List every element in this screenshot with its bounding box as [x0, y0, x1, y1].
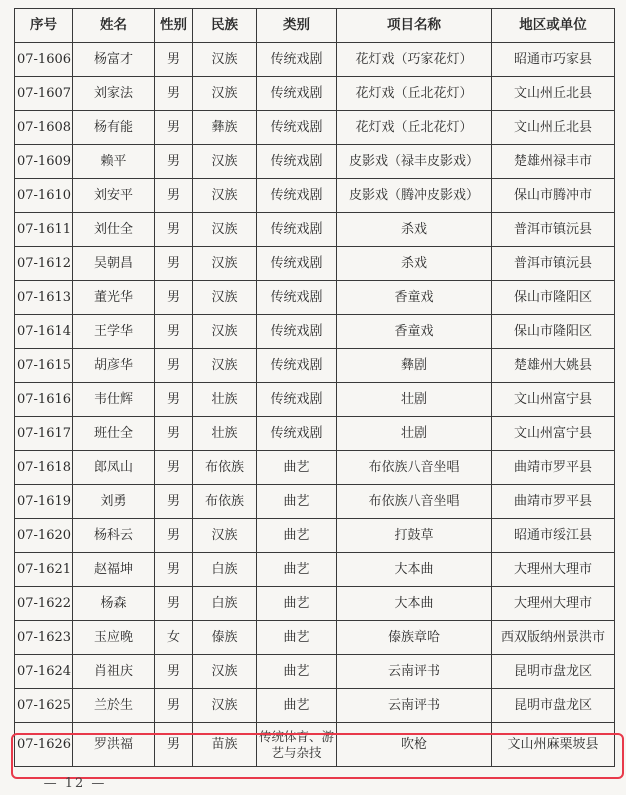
cell-category: 传统戏剧	[257, 247, 337, 281]
cell-serial: 07-1618	[15, 451, 73, 485]
cell-name: 杨富才	[73, 43, 155, 77]
cell-category: 曲艺	[257, 621, 337, 655]
cell-gender: 男	[155, 689, 193, 723]
cell-region: 昭通市绥江县	[492, 519, 615, 553]
cell-name: 杨科云	[73, 519, 155, 553]
cell-name: 班仕全	[73, 417, 155, 451]
cell-project: 香童戏	[337, 315, 492, 349]
cell-name: 韦仕辉	[73, 383, 155, 417]
cell-gender: 女	[155, 621, 193, 655]
table-row	[15, 587, 615, 621]
cell-ethnicity: 壮族	[193, 417, 257, 451]
cell-ethnicity: 布依族	[193, 451, 257, 485]
cell-name: 肖祖庆	[73, 655, 155, 689]
cell-gender: 男	[155, 655, 193, 689]
cell-category: 传统戏剧	[257, 417, 337, 451]
table-body	[15, 43, 615, 767]
inheritor-table	[14, 8, 615, 767]
cell-name: 杨有能	[73, 111, 155, 145]
cell-ethnicity: 汉族	[193, 179, 257, 213]
cell-ethnicity: 汉族	[193, 247, 257, 281]
cell-category: 曲艺	[257, 655, 337, 689]
cell-category: 传统戏剧	[257, 43, 337, 77]
cell-category: 传统戏剧	[257, 213, 337, 247]
header-serial: 序号	[15, 9, 73, 43]
cell-serial: 07-1611	[15, 213, 73, 247]
cell-serial: 07-1619	[15, 485, 73, 519]
cell-serial: 07-1610	[15, 179, 73, 213]
table-row	[15, 451, 615, 485]
cell-category: 曲艺	[257, 553, 337, 587]
cell-name: 董光华	[73, 281, 155, 315]
cell-project: 壮剧	[337, 417, 492, 451]
cell-ethnicity: 汉族	[193, 689, 257, 723]
cell-region: 文山州丘北县	[492, 77, 615, 111]
table-row	[15, 145, 615, 179]
cell-region: 普洱市镇沅县	[492, 247, 615, 281]
cell-ethnicity: 白族	[193, 587, 257, 621]
cell-ethnicity: 汉族	[193, 349, 257, 383]
cell-region: 大理州大理市	[492, 587, 615, 621]
cell-gender: 男	[155, 247, 193, 281]
cell-gender: 男	[155, 451, 193, 485]
cell-project: 大本曲	[337, 553, 492, 587]
header-region: 地区或单位	[492, 9, 615, 43]
cell-serial: 07-1620	[15, 519, 73, 553]
cell-gender: 男	[155, 77, 193, 111]
cell-project: 云南评书	[337, 689, 492, 723]
table-row	[15, 179, 615, 213]
cell-serial: 07-1613	[15, 281, 73, 315]
cell-name: 郎凤山	[73, 451, 155, 485]
cell-project: 花灯戏（丘北花灯）	[337, 77, 492, 111]
cell-serial: 07-1606	[15, 43, 73, 77]
cell-name: 兰於生	[73, 689, 155, 723]
cell-ethnicity: 汉族	[193, 281, 257, 315]
table-row	[15, 417, 615, 451]
cell-region: 楚雄州禄丰市	[492, 145, 615, 179]
cell-ethnicity: 壮族	[193, 383, 257, 417]
cell-ethnicity: 苗族	[193, 723, 257, 767]
cell-name: 刘仕全	[73, 213, 155, 247]
header-name: 姓名	[73, 9, 155, 43]
table-row	[15, 281, 615, 315]
cell-ethnicity: 白族	[193, 553, 257, 587]
table-row	[15, 383, 615, 417]
cell-gender: 男	[155, 315, 193, 349]
cell-gender: 男	[155, 281, 193, 315]
cell-gender: 男	[155, 587, 193, 621]
cell-serial: 07-1617	[15, 417, 73, 451]
cell-project: 吹枪	[337, 723, 492, 767]
cell-serial: 07-1623	[15, 621, 73, 655]
cell-name: 刘勇	[73, 485, 155, 519]
cell-category: 曲艺	[257, 451, 337, 485]
cell-region: 保山市腾冲市	[492, 179, 615, 213]
cell-region: 文山州富宁县	[492, 383, 615, 417]
cell-project: 花灯戏（丘北花灯）	[337, 111, 492, 145]
table-row	[15, 519, 615, 553]
page-number: — 12 —	[43, 776, 107, 791]
cell-project: 杀戏	[337, 247, 492, 281]
cell-ethnicity: 汉族	[193, 145, 257, 179]
cell-serial: 07-1612	[15, 247, 73, 281]
header-ethnicity: 民族	[193, 9, 257, 43]
cell-name: 玉应晚	[73, 621, 155, 655]
cell-serial: 07-1625	[15, 689, 73, 723]
cell-gender: 男	[155, 723, 193, 767]
cell-ethnicity: 汉族	[193, 43, 257, 77]
table-row	[15, 315, 615, 349]
cell-ethnicity: 汉族	[193, 213, 257, 247]
cell-project: 大本曲	[337, 587, 492, 621]
cell-gender: 男	[155, 213, 193, 247]
cell-category: 曲艺	[257, 587, 337, 621]
cell-gender: 男	[155, 485, 193, 519]
cell-name: 刘家法	[73, 77, 155, 111]
table-row	[15, 77, 615, 111]
table-row	[15, 655, 615, 689]
cell-category: 传统戏剧	[257, 349, 337, 383]
cell-category: 传统戏剧	[257, 315, 337, 349]
cell-region: 普洱市镇沅县	[492, 213, 615, 247]
cell-ethnicity: 布依族	[193, 485, 257, 519]
cell-category: 曲艺	[257, 485, 337, 519]
cell-region: 保山市隆阳区	[492, 281, 615, 315]
cell-project: 香童戏	[337, 281, 492, 315]
cell-region: 昆明市盘龙区	[492, 689, 615, 723]
cell-project: 杀戏	[337, 213, 492, 247]
cell-region: 文山州丘北县	[492, 111, 615, 145]
cell-project: 云南评书	[337, 655, 492, 689]
table-row	[15, 247, 615, 281]
table-row	[15, 485, 615, 519]
cell-ethnicity: 傣族	[193, 621, 257, 655]
cell-region: 西双版纳州景洪市	[492, 621, 615, 655]
cell-name: 赵福坤	[73, 553, 155, 587]
cell-project: 壮剧	[337, 383, 492, 417]
cell-project: 布依族八音坐唱	[337, 485, 492, 519]
cell-project: 傣族章哈	[337, 621, 492, 655]
cell-name: 胡彦华	[73, 349, 155, 383]
cell-serial: 07-1626	[15, 723, 73, 767]
cell-name: 王学华	[73, 315, 155, 349]
cell-name: 罗洪福	[73, 723, 155, 767]
cell-ethnicity: 汉族	[193, 519, 257, 553]
cell-project: 皮影戏（腾冲皮影戏）	[337, 179, 492, 213]
cell-gender: 男	[155, 43, 193, 77]
cell-gender: 男	[155, 145, 193, 179]
cell-region: 曲靖市罗平县	[492, 485, 615, 519]
header-project: 项目名称	[337, 9, 492, 43]
cell-gender: 男	[155, 179, 193, 213]
cell-serial: 07-1615	[15, 349, 73, 383]
document-page	[14, 8, 614, 767]
cell-name: 赖平	[73, 145, 155, 179]
cell-name: 吴朝昌	[73, 247, 155, 281]
cell-gender: 男	[155, 519, 193, 553]
cell-category: 传统戏剧	[257, 179, 337, 213]
cell-region: 昆明市盘龙区	[492, 655, 615, 689]
cell-ethnicity: 彝族	[193, 111, 257, 145]
cell-project: 布依族八音坐唱	[337, 451, 492, 485]
cell-serial: 07-1621	[15, 553, 73, 587]
cell-gender: 男	[155, 417, 193, 451]
cell-category: 传统戏剧	[257, 383, 337, 417]
cell-serial: 07-1622	[15, 587, 73, 621]
cell-serial: 07-1614	[15, 315, 73, 349]
cell-name: 杨森	[73, 587, 155, 621]
cell-category: 传统戏剧	[257, 281, 337, 315]
cell-serial: 07-1609	[15, 145, 73, 179]
cell-region: 文山州富宁县	[492, 417, 615, 451]
table-row	[15, 43, 615, 77]
table-row	[15, 723, 615, 767]
cell-category: 传统戏剧	[257, 77, 337, 111]
table-row	[15, 689, 615, 723]
cell-category: 曲艺	[257, 689, 337, 723]
cell-region: 昭通市巧家县	[492, 43, 615, 77]
cell-gender: 男	[155, 383, 193, 417]
header-category: 类别	[257, 9, 337, 43]
cell-serial: 07-1616	[15, 383, 73, 417]
cell-project: 花灯戏（巧家花灯）	[337, 43, 492, 77]
table-row	[15, 213, 615, 247]
cell-project: 皮影戏（禄丰皮影戏）	[337, 145, 492, 179]
cell-category: 曲艺	[257, 519, 337, 553]
table-row	[15, 621, 615, 655]
cell-region: 保山市隆阳区	[492, 315, 615, 349]
cell-region: 曲靖市罗平县	[492, 451, 615, 485]
cell-serial: 07-1607	[15, 77, 73, 111]
cell-category: 传统体育、游艺与杂技	[257, 723, 337, 767]
cell-serial: 07-1624	[15, 655, 73, 689]
header-gender: 性别	[155, 9, 193, 43]
cell-project: 打鼓草	[337, 519, 492, 553]
cell-name: 刘安平	[73, 179, 155, 213]
cell-project: 彝剧	[337, 349, 492, 383]
cell-category: 传统戏剧	[257, 145, 337, 179]
table-row	[15, 111, 615, 145]
table-header-row	[15, 9, 615, 43]
cell-serial: 07-1608	[15, 111, 73, 145]
cell-ethnicity: 汉族	[193, 655, 257, 689]
cell-region: 大理州大理市	[492, 553, 615, 587]
cell-region: 楚雄州大姚县	[492, 349, 615, 383]
cell-gender: 男	[155, 349, 193, 383]
cell-region: 文山州麻栗坡县	[492, 723, 615, 767]
cell-gender: 男	[155, 553, 193, 587]
cell-ethnicity: 汉族	[193, 77, 257, 111]
cell-category: 传统戏剧	[257, 111, 337, 145]
table-row	[15, 553, 615, 587]
cell-gender: 男	[155, 111, 193, 145]
cell-ethnicity: 汉族	[193, 315, 257, 349]
table-row	[15, 349, 615, 383]
